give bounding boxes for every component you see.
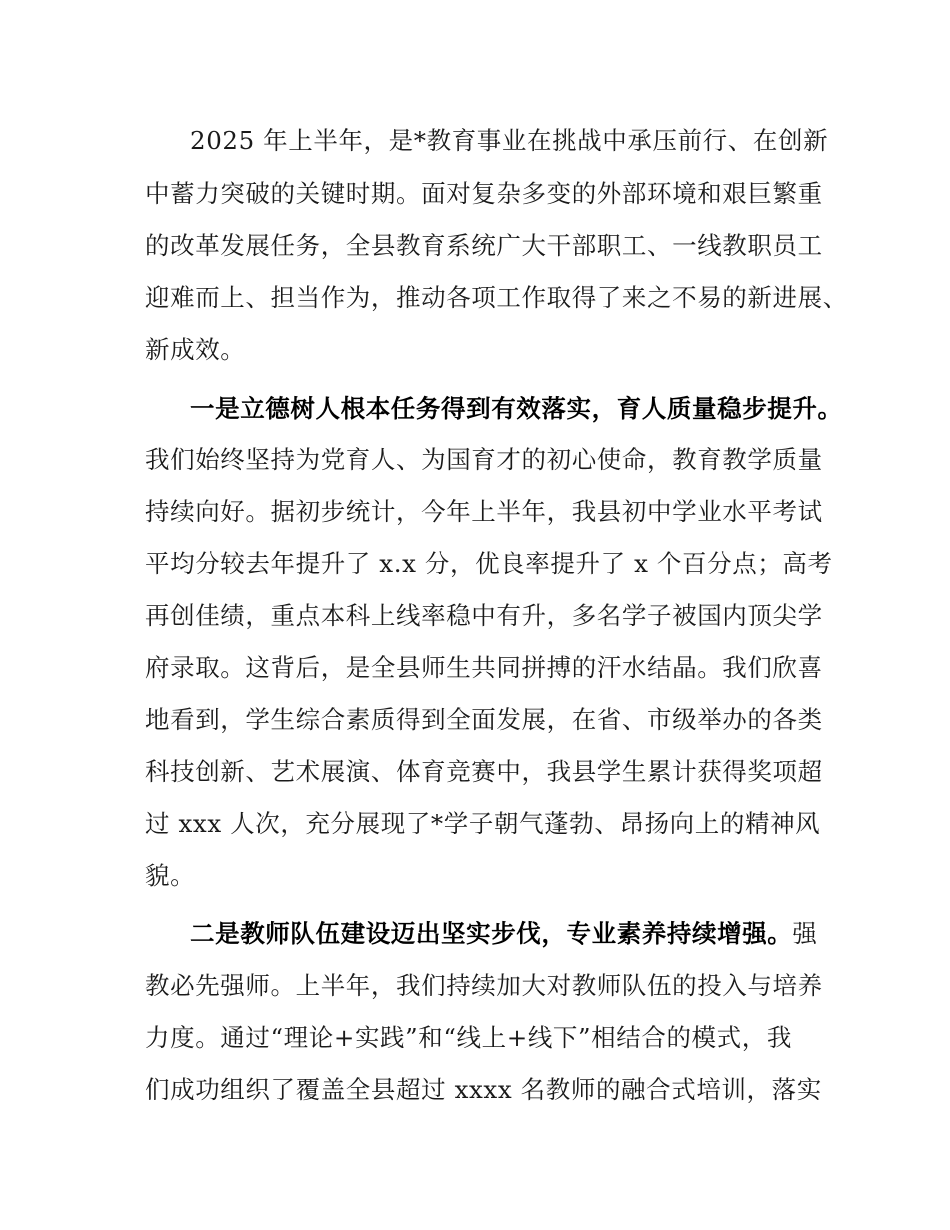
paragraph-2-line-2: 持续向好。据初步统计，今年上半年，我县初中学业水平考试 <box>145 497 823 526</box>
paragraph-2-line-6: 地看到，学生综合素质得到全面发展，在省、市级举办的各类 <box>145 705 823 734</box>
paragraph-3-heading: 二是教师队伍建设迈出坚实步伐，专业素养持续增强。 <box>190 919 793 948</box>
paragraph-2-line-5: 府录取。这背后，是全县师生共同拼搏的汗水结晶。我们欣喜 <box>145 653 823 682</box>
paragraph-2-line-8: 过 xxx 人次，充分展现了*学子朝气蓬勃、昂扬向上的精神风 <box>145 809 821 838</box>
paragraph-1-line-4: 迎难而上、担当作为，推动各项工作取得了来之不易的新进展、 <box>145 283 848 312</box>
paragraph-2-line-3: 平均分较去年提升了 x.x 分，优良率提升了 x 个百分点；高考 <box>145 549 833 578</box>
paragraph-3-line-1: 教必先强师。上半年，我们持续加大对教师队伍的投入与培养 <box>145 971 823 1000</box>
paragraph-2-heading: 一是立德树人根本任务得到有效落实，育人质量稳步提升。 <box>190 394 843 423</box>
paragraph-2-line-1: 我们始终坚持为党育人、为国育才的初心使命，教育教学质量 <box>145 445 823 474</box>
paragraph-1-line-1: 2025 年上半年，是*教育事业在挑战中承压前行、在创新 <box>190 126 829 155</box>
paragraph-2-line-9: 貌。 <box>145 861 196 890</box>
paragraph-3-heading-tail: 强 <box>792 919 818 948</box>
paragraph-1-line-3: 的改革发展任务，全县教育系统广大干部职工、一线教职员工 <box>145 231 823 260</box>
paragraph-3-first-line <box>190 918 890 950</box>
paragraph-1-line-5: 新成效。 <box>145 335 246 364</box>
paragraph-3-line-2: 力度。通过“理论+实践”和“线上+线下”相结合的模式，我 <box>145 1023 792 1052</box>
paragraph-1-line-2: 中蓄力突破的关键时期。面对复杂多变的外部环境和艰巨繁重 <box>145 179 823 208</box>
paragraph-2-line-7: 科技创新、艺术展演、体育竞赛中，我县学生累计获得奖项超 <box>145 757 823 786</box>
paragraph-3-line-3: 们成功组织了覆盖全县超过 xxxx 名教师的融合式培训，落实 <box>145 1075 822 1104</box>
paragraph-2-line-4: 再创佳绩，重点本科上线率稳中有升，多名学子被国内顶尖学 <box>145 601 823 630</box>
